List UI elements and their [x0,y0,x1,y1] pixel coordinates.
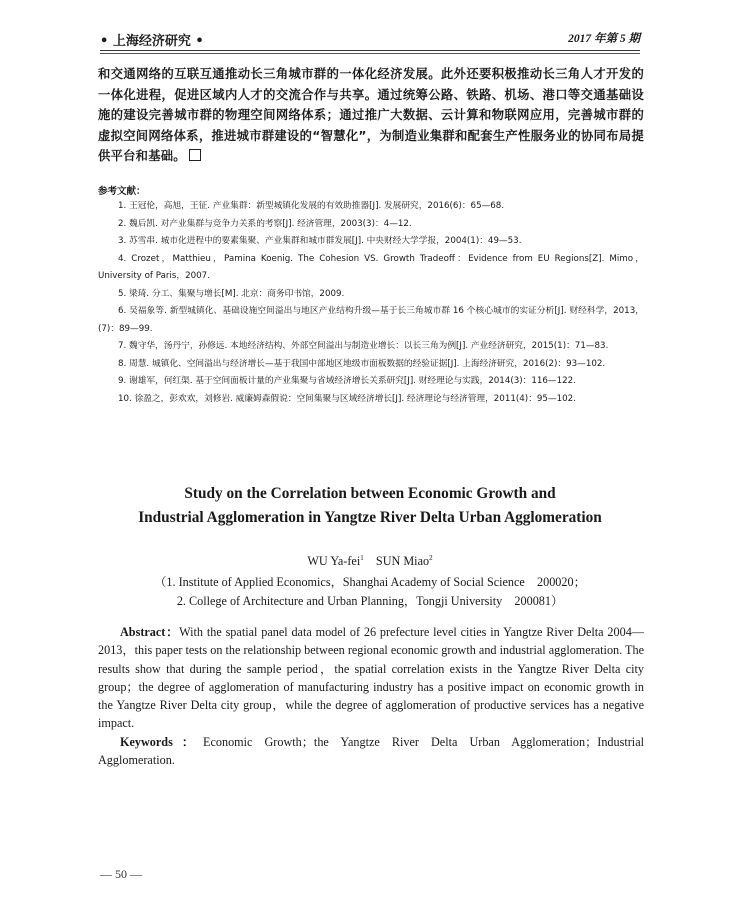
author-name: WU Ya-fei [307,554,361,569]
reference-item: 9. 谢雄军，何红渠. 基于空间面板计量的产业集聚与省域经济增长关系研究[J]. 财经理论与实践，2014(3)：116—122. [118,376,576,386]
header-rule [100,50,640,51]
page-number: — 50 — [100,867,142,881]
author-affiliation-index: 2 [429,554,433,562]
keywords [98,733,644,770]
author-name: SUN Miao [375,554,430,569]
header-rule-thin [100,53,640,54]
keywords-text: Economic Growth；the Yangtze River Delta Urban Agglomeration；Industrial Agglomeration. [98,735,644,768]
keywords-label: Keywords： [120,735,204,749]
abstract-text: With the spatial panel data model of 26 prefecture level cities in Yangtze River Delta 2004—2013，this paper tests on the relationship between regional economic growth and industrial agglomeration. The results show that during the sample period，the spatial correlation exists in the Yangtze River Delta city group；the degree of agglomeration of manufacturing industry has a positive impact on economic growth in the Yangtze River Delta city group，while the degree of agglomeration of productive services has a negative impact. [98,625,644,731]
reference-item: 4. Crozet，Matthieu，Pamina Koenig. The Cohesion VS. Growth Tradeoff：Evidence from EU Regions[Z]. Mimo，University of Paris，2007. [98,253,644,281]
reference-item: 5. 梁琦. 分工、集聚与增长[M]. 北京：商务印书馆，2009. [118,288,345,299]
reference-item: 3. 苏雪串. 城市化进程中的要素集聚、产业集群和城市群发展[J]. 中央财经大学学报，2004(1)：49—53. [118,236,522,246]
body-text: 和交通网络的互联互通推动长三角城市群的一体化经济发展。此外还要积极推动长三角人才开发的一体化进程，促进区域内人才的交流合作与共享。通过统筹公路、铁路、机场、港口等交通基础设施的建设完善城市群的物理空间网络体系；通过推广大数据、云计算和物联网应用，完善城市群的虚拟空间网络体系，推进城市群建设的“智慧化”，为制造业集群和配套生产性服务业的协同布局提供平台和基础。 [98,67,644,164]
reference-item: 7. 魏守华，汤丹宁，孙修远. 本地经济结构、外部空间溢出与制造业增长：以长三角为例[J]. 产业经济研究，2015(1)：71—83. [118,341,609,351]
english-title-line-1: Study on the Correlation between Economic Growth and [184,485,556,502]
references-list [98,198,644,408]
reference-item: 1. 王冠伦，高旭，王征. 产业集群：新型城镇化发展的有效助推器[J]. 发展研究，2016(6)：65—68. [118,201,505,211]
reference-item: 8. 周慧. 城镇化、空间溢出与经济增长—基于我国中部地区地级市面板数据的经验证据[J]. 上海经济研究，2016(2)：93—102. [118,358,606,369]
end-of-article-mark [189,149,201,161]
english-title-line-2: Industrial Agglomeration in Yangtze River Delta Urban Agglomeration [138,509,602,526]
author-affiliation-index: 1 [360,554,364,562]
references-heading: 参考文献： [98,186,146,197]
journal-name: • 上海经济研究 • [100,34,204,49]
running-header [100,30,640,48]
affiliation-line-2: 2. College of Architecture and Urban Planning，Tongji University 200081） [176,594,564,608]
abstract [98,623,644,733]
reference-item: 10. 徐盈之，彭欢欢，刘修岩. 威廉姆森假说：空间集聚与区域经济增长[J]. 经济理论与经济管理，2011(4)：95—102. [118,393,576,404]
reference-item: 2. 魏后凯. 对产业集群与竞争力关系的考察[J]. 经济管理，2003(3)：4—12. [118,218,412,229]
body-paragraph [98,64,644,167]
author-line [90,554,650,569]
abstract-label: Abstract： [120,625,180,639]
affiliation-line-1: （1. Institute of Applied Economics，Shanghai Academy of Social Science 200020； [154,575,586,589]
issue-label: 2017 年第 5 期 [568,33,640,45]
reference-item: 6. 吴福象等. 新型城镇化、基础设施空间溢出与地区产业结构升级—基于长三角城市群 16 个核心城市的实证分析[J]. 财经科学，2013，(7)：89—99. [98,306,644,334]
